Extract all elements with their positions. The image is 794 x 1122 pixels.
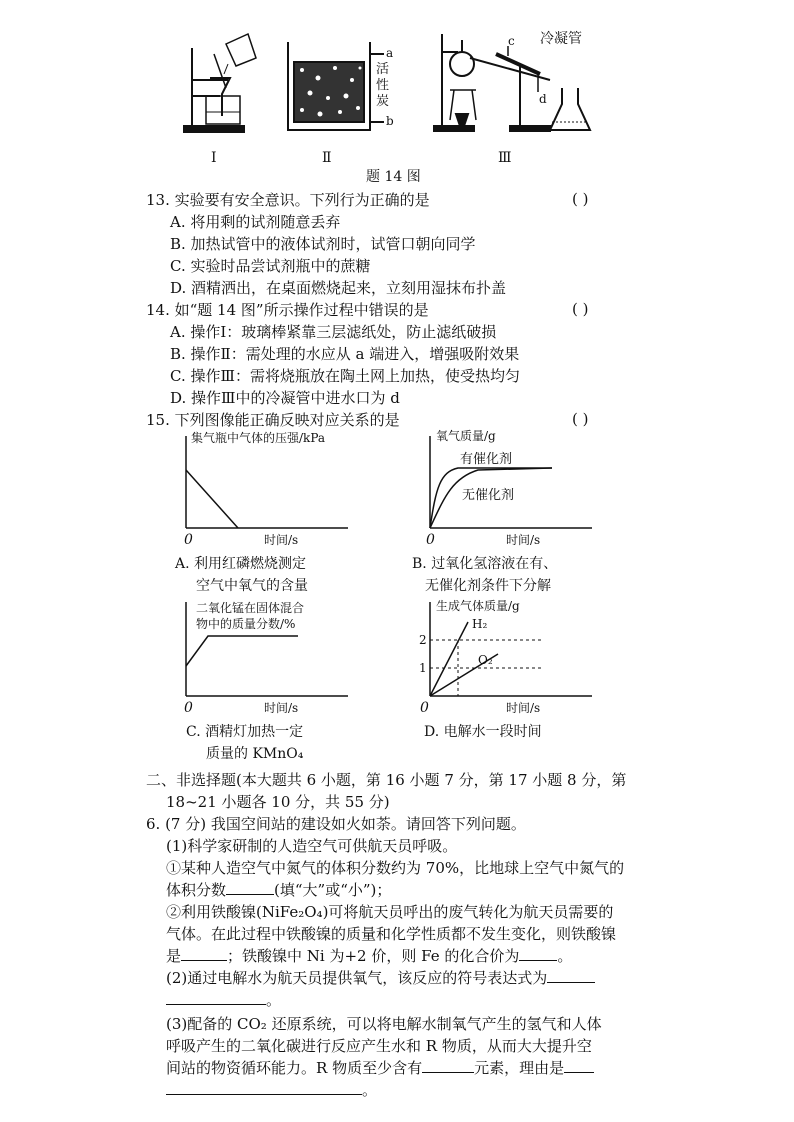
graph-b-caption-1: B. 过氧化氢溶液在有、 xyxy=(412,556,558,572)
q15-answer-paren[interactable]: ( ) xyxy=(572,410,589,428)
graph-a-origin: 0 xyxy=(184,532,193,548)
answer-blank-6[interactable] xyxy=(422,1058,474,1073)
q16-part1b-text-b: ；铁酸镍中 Ni 为+2 价，则 Fe 的化合价为 xyxy=(227,947,520,965)
q16-part2-line1 xyxy=(166,968,595,988)
q16-part1b-text-c: 。 xyxy=(557,947,573,965)
graph-a-caption-2: 空气中氧气的含量 xyxy=(196,578,308,594)
q16-part1: (1)科学家研制的人造空气可供航天员呼吸。 xyxy=(166,837,458,855)
graph-c-caption-1: C. 酒精灯加热一定 xyxy=(186,724,304,740)
label-c: c xyxy=(508,34,515,48)
distillation-apparatus xyxy=(434,34,590,131)
section-2-header-2: 18~21 小题各 10 分，共 55 分) xyxy=(166,793,390,811)
q16-part2-line2 xyxy=(166,990,281,1010)
q16-part3-line4 xyxy=(166,1080,377,1100)
graph-d-ylabel: 生成气体质量/g xyxy=(436,599,520,613)
filtration-apparatus xyxy=(184,34,256,132)
label-apparatus-ii: Ⅱ xyxy=(322,150,332,166)
q16-part1a-text-b: (填“大”或“小”)； xyxy=(274,881,392,899)
q14-option-d: D. 操作Ⅲ中的冷凝管中进水口为 d xyxy=(170,389,400,407)
graph-c-ylabel-1: 二氧化锰在固体混合 xyxy=(196,601,305,615)
q14-option-a: A. 操作Ⅰ：玻璃棒紧靠三层滤纸处，防止滤纸破损 xyxy=(170,323,497,341)
q16-part3-line2: 呼吸产生的二氧化碳进行反应产生水和 R 物质，从而大大提升空 xyxy=(166,1037,592,1055)
graph-d-caption-1: D. 电解水一段时间 xyxy=(424,724,542,740)
q14-answer-paren[interactable]: ( ) xyxy=(572,300,589,318)
q16-part1b-line2: 气体。在此过程中铁酸镍的质量和化学性质都不发生变化，则铁酸镍 xyxy=(166,925,617,943)
answer-blank-3[interactable] xyxy=(519,946,557,961)
q16-part1a-line2 xyxy=(166,880,391,900)
graph-c-ylabel-2: 物中的质量分数/% xyxy=(196,617,296,631)
graph-c-caption-2: 质量的 KMnO₄ xyxy=(206,746,304,762)
answer-blank-7[interactable] xyxy=(564,1058,594,1073)
q13-option-b: B. 加热试管中的液体试剂时，试管口朝向同学 xyxy=(170,235,476,253)
graph-b-caption-2: 无催化剂条件下分解 xyxy=(425,578,551,594)
graph-b-origin: 0 xyxy=(426,532,435,548)
label-b: b xyxy=(386,114,394,128)
q16-part3-line1: (3)配备的 CO₂ 还原系统，可以将电解水制氧气产生的氢气和人体 xyxy=(166,1015,602,1033)
q13-stem: 13. 实验要有安全意识。下列行为正确的是 xyxy=(146,191,430,209)
q16-part3-line3 xyxy=(166,1058,594,1078)
graph-a-ylabel: 集气瓶中气体的压强/kPa xyxy=(191,431,326,445)
graph-a-line xyxy=(186,470,238,528)
q16-part1a-line1: ①某种人造空气中氮气的体积分数约为 70%，比地球上空气中氮气的 xyxy=(166,859,625,877)
q16-part1b-line3 xyxy=(166,946,572,966)
graph-b-curve2-label: 无催化剂 xyxy=(462,488,515,503)
q16-part3-end: 。 xyxy=(362,1081,378,1099)
graph-a-caption-1: A. 利用红磷燃烧测定 xyxy=(175,556,307,572)
label-apparatus-i: Ⅰ xyxy=(211,150,217,166)
graph-d-origin: 0 xyxy=(420,700,429,716)
graph-b-xlabel: 时间/s xyxy=(506,533,541,547)
graph-d-label-o2: O₂ xyxy=(478,653,493,667)
q13-option-d: D. 酒精洒出，在桌面燃烧起来，立刻用湿抹布扑盖 xyxy=(170,279,507,297)
graph-b-curve1-label: 有催化剂 xyxy=(460,452,513,467)
graph-c-origin: 0 xyxy=(184,700,193,716)
q16-part1b-text-a: 是 xyxy=(166,947,182,965)
q14-stem: 14. 如“题 14 图”所示操作过程中错误的是 xyxy=(146,301,429,319)
graph-c-xlabel: 时间/s xyxy=(264,701,299,715)
answer-blank-2[interactable] xyxy=(181,946,227,961)
answer-blank-1[interactable] xyxy=(226,880,274,895)
q16-part3-text-b: 元素，理由是 xyxy=(474,1059,565,1077)
label-d: d xyxy=(539,92,547,106)
q13-option-a: A. 将用剩的试剂随意丢弃 xyxy=(170,213,341,231)
label-a: a xyxy=(386,46,394,60)
graph-a-xlabel: 时间/s xyxy=(264,533,299,547)
section-2-header-1: 二、非选择题(本大题共 6 小题，第 16 小题 7 分，第 17 小题 8 分，第 xyxy=(146,771,627,789)
q16-part1a-text-a: 体积分数 xyxy=(166,881,227,899)
label-condenser: 冷凝管 xyxy=(540,31,582,47)
label-apparatus-iii: Ⅲ xyxy=(498,150,512,166)
graph-d-label-h2: H₂ xyxy=(472,617,488,631)
graph-c-line xyxy=(186,636,298,666)
q13-option-c: C. 实验时品尝试剂瓶中的蔗糖 xyxy=(170,257,371,275)
q13-answer-paren[interactable]: ( ) xyxy=(572,190,589,208)
q16-part2-end: 。 xyxy=(266,991,282,1009)
figure-caption: 题 14 图 xyxy=(366,169,421,185)
q16-stem: 6. (7 分) 我国空间站的建设如火如荼。请回答下列问题。 xyxy=(146,815,526,833)
q16-part2-text: (2)通过电解水为航天员提供氧气，该反应的符号表达式为 xyxy=(166,969,548,987)
q16-part1b-line1: ②利用铁酸镍(NiFe₂O₄)可将航天员呼出的废气转化为航天员需要的 xyxy=(166,903,614,921)
graph-d-tick-2: 2 xyxy=(419,633,427,647)
answer-blank-8[interactable] xyxy=(166,1080,362,1095)
q14-option-c: C. 操作Ⅲ：需将烧瓶放在陶土网上加热，使受热均匀 xyxy=(170,367,520,385)
q15-stem: 15. 下列图像能正确反映对应关系的是 xyxy=(146,411,400,429)
graph-d-xlabel: 时间/s xyxy=(506,701,541,715)
answer-blank-5[interactable] xyxy=(166,990,266,1005)
answer-blank-4[interactable] xyxy=(547,968,595,983)
charcoal-filter-apparatus xyxy=(288,42,384,130)
graph-b-ylabel: 氧气质量/g xyxy=(436,429,496,443)
q16-part3-text-a: 间站的物资循环能力。R 物质至少含有 xyxy=(166,1059,423,1077)
q14-option-b: B. 操作Ⅱ：需处理的水应从 a 端进入，增强吸附效果 xyxy=(170,345,520,363)
graph-d-tick-1: 1 xyxy=(419,661,427,675)
label-activated-charcoal: 活性炭 xyxy=(376,62,390,109)
